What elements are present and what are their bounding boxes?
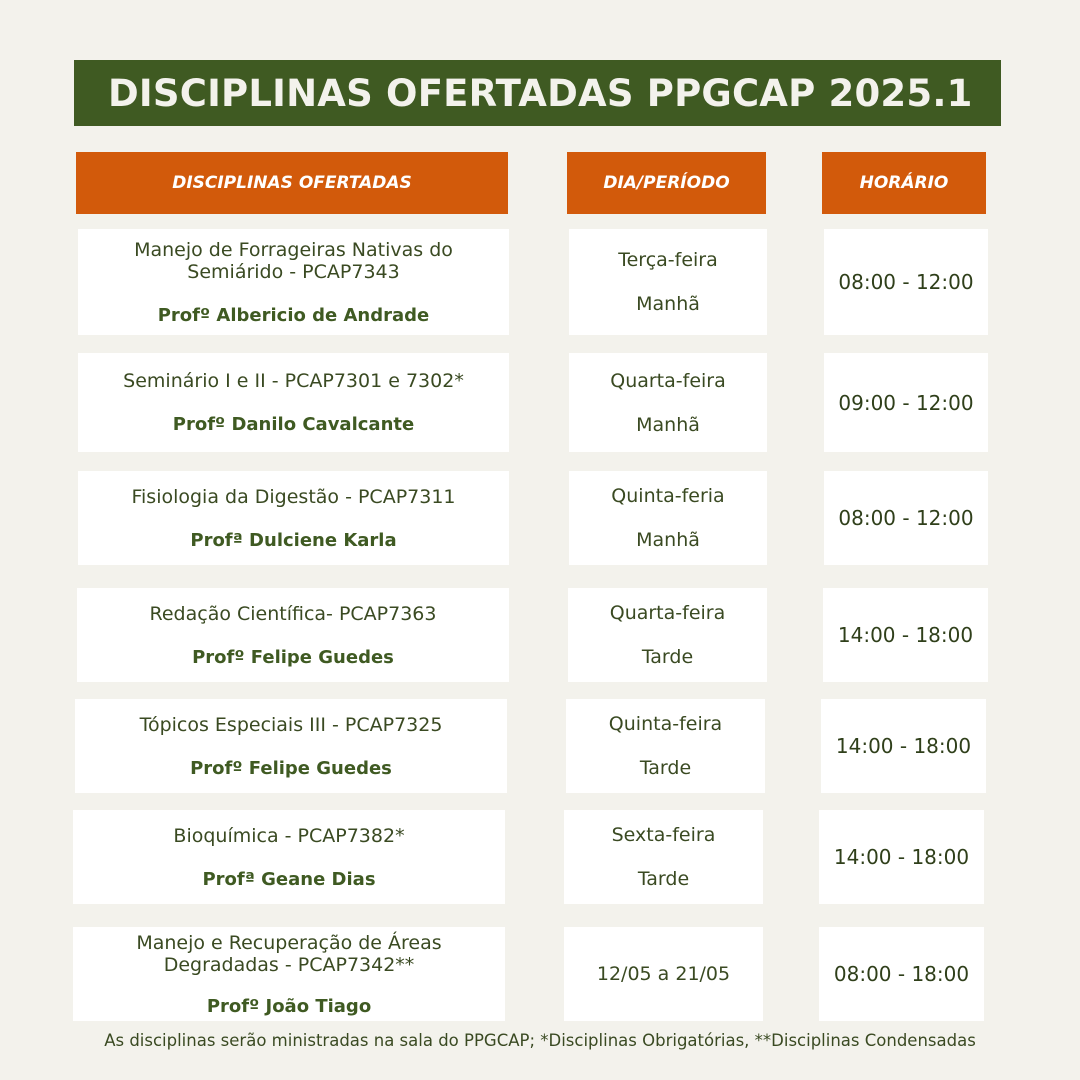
table-row-course bbox=[78, 471, 509, 565]
day: Terça-feira bbox=[618, 249, 718, 271]
course-name: Manejo de Forrageiras Nativas do Semiárido - PCAP7343 bbox=[134, 238, 453, 283]
table-row-time bbox=[821, 699, 986, 793]
period: Tarde bbox=[639, 757, 692, 779]
period: Manhã bbox=[636, 293, 700, 315]
day: Sexta-feira bbox=[611, 824, 716, 846]
course-professor: Profª Dulciene Karla bbox=[190, 529, 397, 551]
table-row-course bbox=[78, 229, 509, 335]
time: 08:00 - 12:00 bbox=[838, 270, 974, 294]
time: 14:00 - 18:00 bbox=[833, 845, 970, 869]
table-row-day bbox=[569, 353, 767, 452]
table-row-course bbox=[77, 588, 509, 682]
table-row-course bbox=[75, 699, 507, 793]
course-name: Bioquímica - PCAP7382* bbox=[173, 824, 405, 847]
day: Quinta-feria bbox=[611, 485, 725, 507]
table-row-time bbox=[823, 588, 988, 682]
table-row-time bbox=[824, 353, 988, 452]
table-row-course bbox=[78, 353, 509, 452]
page-title: DISCIPLINAS OFERTADAS PPGCAP 2025.1 bbox=[108, 71, 973, 115]
time: 08:00 - 18:00 bbox=[833, 962, 970, 986]
table-row-day bbox=[566, 699, 765, 793]
course-name: Redação Científica- PCAP7363 bbox=[149, 602, 437, 625]
period: Tarde bbox=[637, 868, 690, 890]
period: Manhã bbox=[636, 413, 700, 436]
course-professor: Profº João Tiago bbox=[206, 995, 372, 1017]
table-row-day bbox=[569, 229, 767, 335]
table-row-course bbox=[73, 810, 505, 904]
table-row-time bbox=[824, 471, 988, 565]
time: 14:00 - 18:00 bbox=[837, 623, 974, 647]
header-day: DIA/PERÍODO bbox=[567, 152, 766, 214]
table-row-time bbox=[819, 810, 984, 904]
course-name: Seminário I e II - PCAP7301 e 7302* bbox=[123, 370, 464, 392]
course-name: Manejo e Recuperação de Áreas Degradadas - PCAP7342** bbox=[136, 931, 442, 976]
header-time: HORÁRIO bbox=[822, 152, 986, 214]
course-professor: Profº Felipe Guedes bbox=[192, 646, 394, 668]
course-name: Tópicos Especiais III - PCAP7325 bbox=[139, 713, 443, 736]
course-professor: Profª Geane Dias bbox=[202, 868, 376, 890]
period: Manhã bbox=[636, 529, 700, 551]
footer-note: As disciplinas serão ministradas na sala do PPGCAP; *Disciplinas Obrigatórias, **Disciplinas Condensadas bbox=[104, 1031, 976, 1050]
time: 08:00 - 12:00 bbox=[838, 506, 974, 530]
course-professor: Profº Albericio de Andrade bbox=[157, 304, 430, 326]
course-professor: Profº Danilo Cavalcante bbox=[172, 414, 415, 435]
table-row-day bbox=[564, 927, 763, 1021]
time: 09:00 - 12:00 bbox=[838, 390, 974, 415]
course-professor: Profº Felipe Guedes bbox=[190, 757, 392, 779]
header-course: DISCIPLINAS OFERTADAS bbox=[76, 152, 508, 214]
day: Quarta-feira bbox=[609, 602, 726, 624]
course-name: Fisiologia da Digestão - PCAP7311 bbox=[131, 485, 456, 508]
period: Tarde bbox=[641, 646, 694, 668]
table-row-course bbox=[73, 927, 505, 1021]
table-row-day bbox=[569, 471, 767, 565]
day: Quarta-feira bbox=[610, 369, 726, 392]
table-row-time bbox=[824, 229, 988, 335]
time: 14:00 - 18:00 bbox=[835, 734, 972, 758]
title-bar bbox=[74, 60, 1001, 126]
table-row-day bbox=[568, 588, 767, 682]
table-row-time bbox=[819, 927, 984, 1021]
day: Quinta-feira bbox=[608, 713, 723, 735]
table-row-day bbox=[564, 810, 763, 904]
day: 12/05 a 21/05 bbox=[596, 963, 731, 985]
